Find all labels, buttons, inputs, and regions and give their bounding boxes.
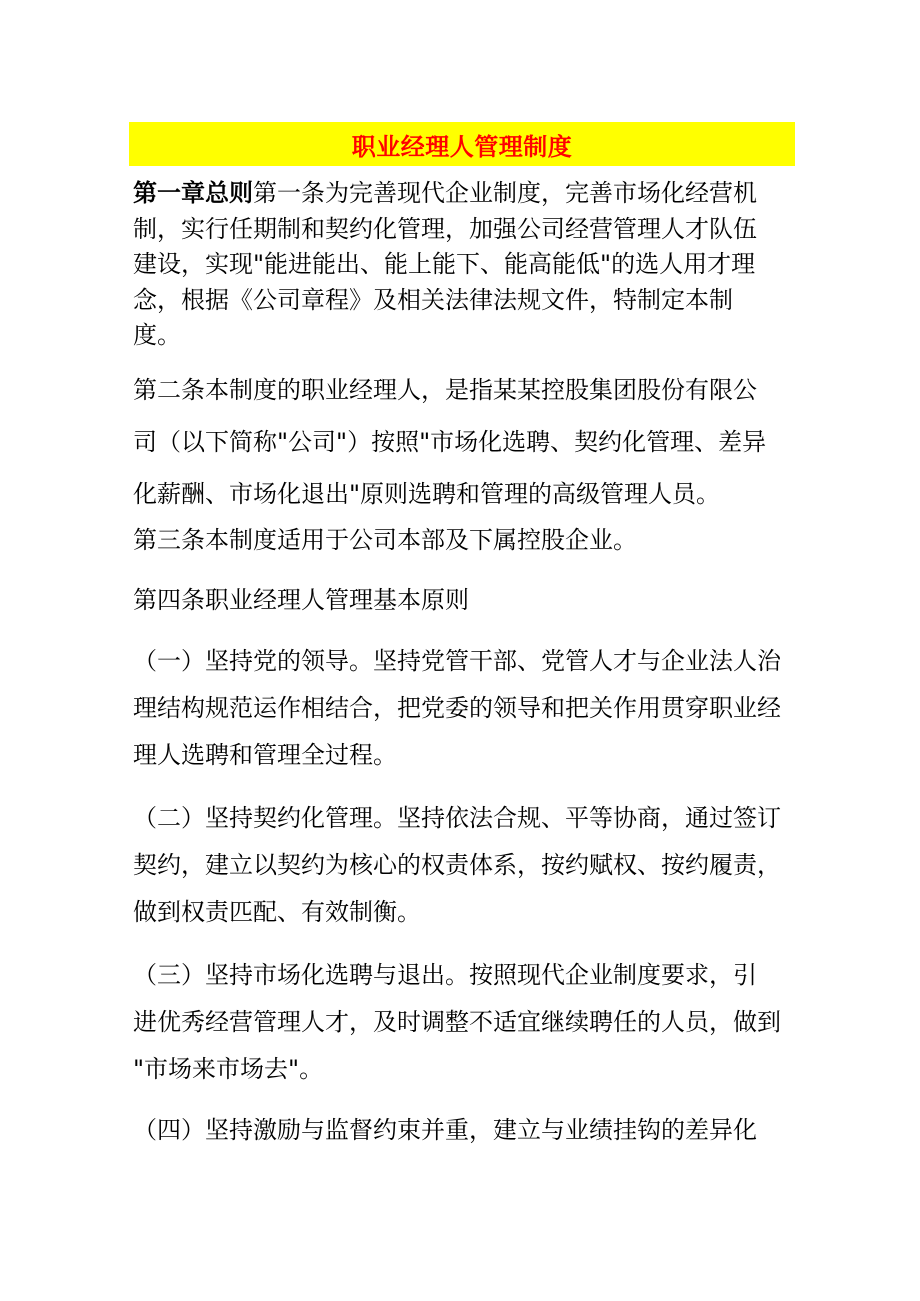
paragraph-article-2 <box>133 364 813 520</box>
paragraph-principle-3 <box>133 952 813 1093</box>
text-line: 第三条本制度适用于公司本部及下属控股企业。 <box>133 526 637 554</box>
text-line: （三）坚持市场化选聘与退出。按照现代企业制度要求，引 <box>133 961 757 989</box>
paragraph-article-4 <box>133 580 813 620</box>
text-line: （一）坚持党的领导。坚持党管干部、党管人才与企业法人治 <box>133 647 781 675</box>
text-line: 制，实行任期制和契约化管理，加强公司经营管理人才队伍 <box>133 214 757 243</box>
text-line: "市场来市场去"。 <box>133 1055 324 1083</box>
text-line: 建设，实现"能进能出、能上能下、能高能低"的选人用才理 <box>133 250 756 278</box>
paragraph-article-3 <box>133 520 813 560</box>
text-line: （四）坚持激励与监督约束并重，建立与业绩挂钩的差异化 <box>133 1116 757 1144</box>
text-line: 做到权责匹配、有效制衡。 <box>133 898 421 926</box>
text-line: 念，根据《公司章程》及相关法律法规文件，特制定本制 <box>133 285 733 314</box>
title-banner <box>129 122 795 166</box>
document-title: 职业经理人管理制度 <box>351 132 573 161</box>
text-line: 理结构规范运作相结合，把党委的领导和把关作用贯穿职业经 <box>133 694 781 722</box>
text-line: 第二条本制度的职业经理人，是指某某控股集团股份有限公 <box>133 376 757 404</box>
text-line: 度。 <box>133 321 181 349</box>
chapter-heading: 第一章总则 <box>133 179 253 207</box>
text-line <box>133 176 813 212</box>
paragraph-principle-4 <box>133 1110 813 1150</box>
text-line: 进优秀经营管理人才，及时调整不适宜继续聘任的人员，做到 <box>133 1008 781 1036</box>
text-line: （二）坚持契约化管理。坚持依法合规、平等协商，通过签订 <box>133 804 781 832</box>
text-line: 理人选聘和管理全过程。 <box>133 741 397 769</box>
text-line: 化薪酬、市场化退出"原则选聘和管理的高级管理人员。 <box>133 480 721 508</box>
paragraph-article-1 <box>133 176 813 354</box>
text-segment: 第一条为完善现代企业制度，完善市场化经营机 <box>253 179 757 207</box>
paragraph-principle-2 <box>133 795 813 936</box>
text-line: 第四条职业经理人管理基本原则 <box>133 586 469 614</box>
paragraph-principle-1 <box>133 638 813 779</box>
text-line: 契约，建立以契约为核心的权责体系，按约赋权、按约履责， <box>133 851 781 879</box>
text-line: 司（以下简称"公司"）按照"市场化选聘、契约化管理、差异 <box>133 428 767 456</box>
